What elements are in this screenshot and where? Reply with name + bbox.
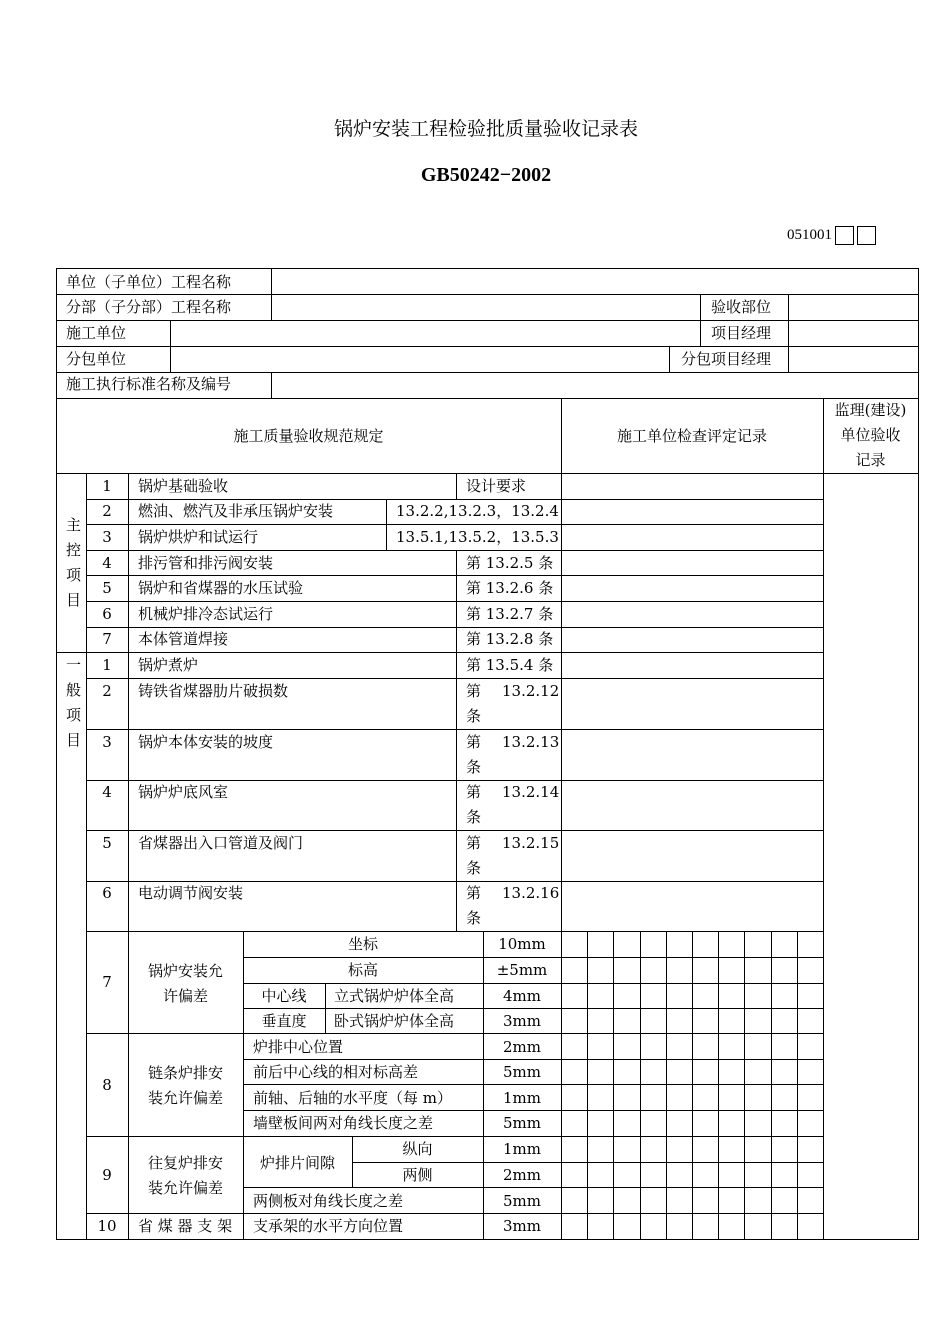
form-code (787, 226, 876, 245)
table-rule (797, 931, 798, 1240)
general-label-1: 一 (66, 656, 82, 674)
table-rule (56, 320, 919, 321)
general-name: 锅炉本体安装的坡度 (138, 733, 274, 751)
table-rule (669, 346, 670, 373)
table-rule (56, 346, 919, 347)
table-rule (170, 346, 171, 373)
item10-tol: 3mm (503, 1217, 541, 1235)
standard-code: GB50242−2002 (420, 164, 552, 186)
general-no: 1 (102, 656, 112, 674)
item8-row-tol: 1mm (503, 1089, 541, 1107)
table-rule (56, 268, 57, 1240)
main-no: 6 (102, 605, 112, 623)
main-name: 锅炉基础验收 (138, 477, 229, 495)
table-rule (128, 473, 129, 1240)
table-rule (771, 931, 772, 1240)
item9-longi-tol: 1mm (503, 1140, 541, 1158)
table-rule (325, 983, 326, 1034)
table-rule (788, 294, 789, 321)
col-spec: 施工质量验收规范规定 (233, 427, 384, 445)
col-supervisor-1: 监理(建设) (834, 401, 907, 419)
general-label-3: 项 (66, 706, 82, 724)
label-exec-standard: 施工执行标准名称及编号 (66, 375, 232, 393)
item8-row-label: 墙壁板间两对角线长度之差 (253, 1114, 434, 1132)
general-ref-b: 13.2.12 (502, 682, 560, 700)
item7-name-2: 许偏差 (162, 987, 208, 1005)
table-rule (456, 652, 457, 932)
main-name: 本体管道焊接 (138, 630, 229, 648)
item8-row-tol: 2mm (503, 1038, 541, 1056)
label-sub-project: 分部（子分部）工程名称 (66, 298, 232, 316)
main-no: 2 (102, 502, 112, 520)
table-rule (456, 473, 457, 500)
item7-vert: 立式锅炉炉体全高 (334, 987, 455, 1005)
item9-name-1: 往复炉排安 (147, 1154, 223, 1172)
table-rule (700, 320, 701, 347)
main-label-3: 项 (66, 566, 82, 584)
table-rule (692, 931, 693, 1240)
table-rule (56, 398, 919, 399)
general-name: 铸铁省煤器肋片破损数 (138, 682, 289, 700)
item7-horiz: 卧式锅炉炉体全高 (334, 1012, 455, 1030)
table-rule (271, 294, 272, 321)
main-no: 7 (102, 630, 112, 648)
main-no: 1 (102, 477, 112, 495)
item8-name-1: 链条炉排安 (147, 1064, 223, 1082)
main-name: 排污管和排污阀安装 (138, 554, 274, 572)
label-project-manager: 项目经理 (711, 324, 772, 342)
item9-gap: 炉排片间隙 (259, 1154, 335, 1172)
main-label-2: 控 (66, 541, 82, 559)
table-rule (666, 931, 667, 1240)
general-ref-a: 第 (466, 733, 482, 751)
general-no: 2 (102, 682, 112, 700)
table-rule (386, 499, 387, 551)
general-ref-b: 13.2.13 (502, 733, 560, 751)
label-constructor: 施工单位 (66, 324, 127, 342)
code-box[interactable] (857, 226, 876, 245)
table-rule (587, 931, 588, 1240)
table-rule (86, 1033, 824, 1034)
general-ref: 第 13.5.4 条 (466, 656, 554, 674)
item9-diag-tol: 5mm (503, 1192, 541, 1210)
table-rule (918, 268, 919, 1240)
item7-vert-tol: 4mm (503, 987, 541, 1005)
item10-label: 支承架的水平方向位置 (253, 1217, 404, 1235)
form-code-number: 051001 (787, 227, 832, 243)
item7-center-1: 中心线 (261, 987, 307, 1005)
main-ref: 第 13.2.7 条 (466, 605, 554, 623)
item8-row-label: 炉排中心位置 (253, 1038, 344, 1056)
main-ref: 第 13.2.6 条 (466, 579, 554, 597)
table-rule (823, 473, 919, 474)
table-rule (788, 346, 789, 373)
item7-elev: 标高 (347, 961, 378, 979)
col-supervisor-3: 记录 (855, 451, 886, 469)
main-name: 锅炉烘炉和试运行 (138, 528, 259, 546)
item9-longi: 纵向 (402, 1140, 433, 1158)
general-ref-c: 条 (466, 707, 482, 725)
table-rule (788, 320, 789, 347)
label-accept-part: 验收部位 (711, 298, 772, 316)
table-rule (744, 931, 745, 1240)
item9-no: 9 (102, 1166, 112, 1184)
table-rule (271, 268, 272, 295)
item10-name: 省 煤 器 支 架 (138, 1217, 233, 1235)
item9-diag: 两侧板对角线长度之差 (253, 1192, 404, 1210)
general-no: 5 (102, 834, 112, 852)
general-ref-b: 13.2.14 (502, 783, 560, 801)
item10-no: 10 (97, 1217, 117, 1235)
general-name: 省煤器出入口管道及阀门 (138, 834, 304, 852)
item9-name-2: 装允许偏差 (147, 1179, 223, 1197)
item8-row-label: 前后中心线的相对标高差 (253, 1063, 419, 1081)
main-label-4: 目 (66, 591, 82, 609)
main-ref: 第 13.2.8 条 (466, 630, 554, 648)
table-rule (700, 294, 701, 321)
main-name: 锅炉和省煤器的水压试验 (138, 579, 304, 597)
label-subcontractor: 分包单位 (66, 350, 127, 368)
label-sub-manager: 分包项目经理 (681, 350, 772, 368)
table-rule (718, 931, 719, 1240)
main-ref: 第 13.2.5 条 (466, 554, 554, 572)
general-ref-c: 条 (466, 909, 482, 927)
page-title: 锅炉安装工程检验批质量验收记录表 (333, 118, 638, 140)
code-box[interactable] (835, 226, 854, 245)
main-label-1: 主 (66, 516, 82, 534)
main-no: 3 (102, 528, 112, 546)
general-label-2: 般 (66, 681, 82, 699)
table-rule (56, 268, 919, 269)
main-name: 机械炉排冷态试运行 (138, 605, 274, 623)
item9-sides: 两侧 (402, 1166, 433, 1184)
general-name: 锅炉煮炉 (138, 656, 199, 674)
item7-horiz-tol: 3mm (503, 1012, 541, 1030)
general-ref-a: 第 (466, 884, 482, 902)
table-rule (56, 1239, 919, 1240)
general-ref-a: 第 (466, 682, 482, 700)
general-no: 3 (102, 733, 112, 751)
main-ref: 设计要求 (466, 477, 527, 495)
item7-no: 7 (102, 973, 112, 991)
general-label-4: 目 (66, 731, 82, 749)
general-no: 6 (102, 884, 112, 902)
item7-elev-tol: ±5mm (496, 961, 548, 979)
item8-no: 8 (102, 1076, 112, 1094)
general-name: 锅炉炉底风室 (138, 783, 229, 801)
table-rule (271, 372, 272, 399)
general-ref-b: 13.2.15 (502, 834, 560, 852)
table-rule (170, 320, 171, 347)
general-name: 电动调节阀安装 (138, 884, 244, 902)
col-supervisor-2: 单位验收 (840, 426, 901, 444)
item7-coord: 坐标 (347, 935, 378, 953)
general-ref-c: 条 (466, 808, 482, 826)
general-ref-b: 13.2.16 (502, 884, 560, 902)
main-no: 5 (102, 579, 112, 597)
general-ref-a: 第 (466, 834, 482, 852)
main-ref: 13.2.2,13.2.3，13.2.4 (396, 502, 559, 520)
general-ref-a: 第 (466, 783, 482, 801)
table-rule (640, 931, 641, 1240)
main-ref: 13.5.1,13.5.2，13.5.3 (396, 528, 559, 546)
general-ref-c: 条 (466, 758, 482, 776)
item8-name-2: 装允许偏差 (147, 1089, 223, 1107)
item8-row-tol: 5mm (503, 1114, 541, 1132)
main-no: 4 (102, 554, 112, 572)
general-ref-c: 条 (466, 859, 482, 877)
item7-center-2: 垂直度 (261, 1012, 307, 1030)
table-rule (456, 550, 457, 653)
item7-coord-tol: 10mm (498, 935, 546, 953)
general-no: 4 (102, 783, 112, 801)
item7-name-1: 锅炉安装允 (147, 962, 223, 980)
item8-row-tol: 5mm (503, 1063, 541, 1081)
item9-sides-tol: 2mm (503, 1166, 541, 1184)
col-check: 施工单位检查评定记录 (616, 427, 767, 445)
label-unit-project: 单位（子单位）工程名称 (66, 273, 232, 291)
item8-row-label: 前轴、后轴的水平度（每 m） (253, 1089, 452, 1107)
table-rule (613, 931, 614, 1240)
main-name: 燃油、燃汽及非承压锅炉安装 (138, 502, 334, 520)
